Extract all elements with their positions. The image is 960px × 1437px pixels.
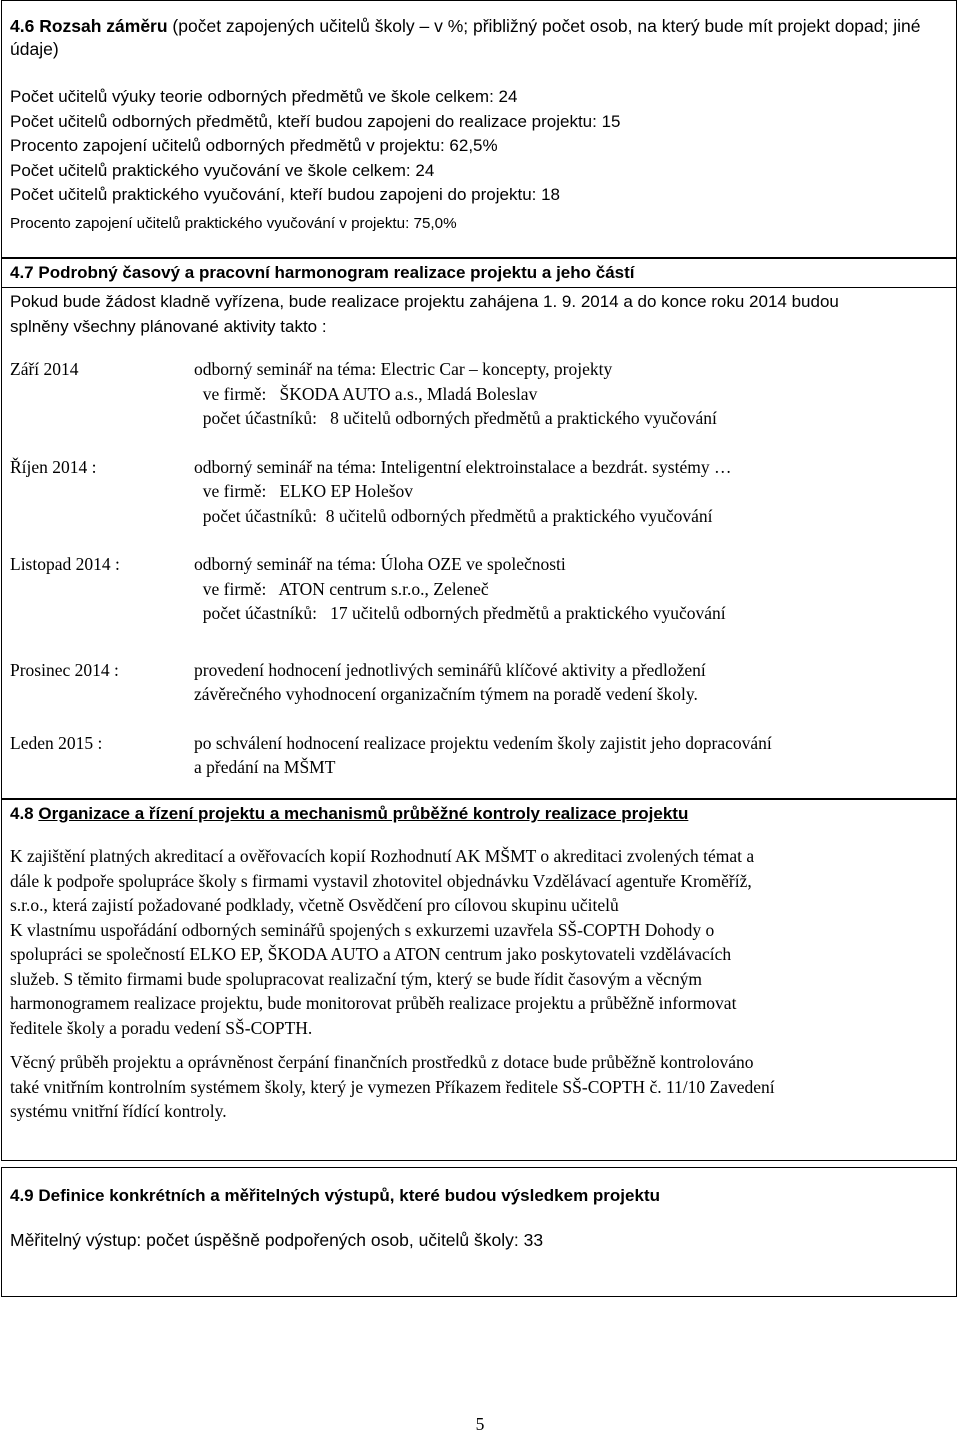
schedule-line: odborný seminář na téma: Inteligentní elektroinstalace a bezdrát. systémy … — [194, 456, 732, 477]
section-4-7-intro — [2, 288, 956, 339]
schedule-details — [194, 455, 956, 529]
teacher-count-line: Počet učitelů výuky teorie odborných předmětů ve škole celkem: 24 — [10, 87, 518, 106]
teacher-count-line: Počet učitelů praktického vyučování ve škole celkem: 24 — [10, 160, 435, 180]
schedule-month: Říjen 2014 : — [10, 456, 97, 477]
section-4-9-heading: 4.9 Definice konkrétních a měřitelných výstupů, které budou výsledkem projektu — [10, 1186, 660, 1205]
schedule-line: provedení hodnocení jednotlivých seminářů klíčové aktivity a předložení — [194, 659, 706, 680]
intro-line: Pokud bude žádost kladně vyřízena, bude realizace projektu zahájena 1. 9. 2014 a do konce roku 2014 budou — [10, 292, 839, 311]
teacher-count-line: Počet učitelů praktického vyučování, kteří budou zapojeni do projektu: 18 — [10, 185, 561, 204]
paragraph-line: ředitele školy a poradu vedení SŠ-COPTH. — [10, 1017, 313, 1038]
schedule-line: a předání na MŠMT — [194, 757, 336, 777]
paragraph-line: spolupráci se společností ELKO EP, ŠKODA AUTO a ATON centrum jako poskytovateli vzdělávacích — [10, 944, 732, 964]
section-4-8-heading — [2, 799, 956, 828]
paragraph-line: také vnitřním kontrolním systémem školy, který je vymezen Příkazem ředitele SŠ-COPTH č. 11/10 Zavedení — [10, 1076, 775, 1097]
schedule-row — [2, 731, 956, 780]
schedule-line: počet účastníků: 8 učitelů odborných předmětů a praktického vyučování — [194, 408, 717, 428]
section-4-7 — [1, 258, 957, 799]
schedule-month: Listopad 2014 : — [10, 554, 120, 574]
section-4-9 — [1, 1167, 957, 1297]
section-4-7-heading: 4.7 Podrobný časový a pracovní harmonogram realizace projektu a jeho částí — [10, 263, 635, 282]
schedule-details — [194, 731, 956, 780]
section-4-8-number: 4.8 — [10, 804, 39, 823]
paragraph-line: služeb. S těmito firmami bude spolupracovat realizační tým, který se bude řídit časovým a věcným — [10, 968, 703, 989]
schedule-month: Leden 2015 : — [10, 732, 103, 753]
section-4-8 — [1, 799, 957, 1161]
teacher-percentage-line: Procento zapojení učitelů praktického vyučování v projektu: 75,0% — [10, 214, 457, 232]
section-4-6-title: Rozsah záměru — [34, 16, 168, 36]
schedule-line: počet účastníků: 8 učitelů odborných předmětů a praktického vyučování — [194, 505, 713, 526]
schedule-line: ve firmě: ŠKODA AUTO a.s., Mladá Boleslav — [194, 383, 538, 404]
paragraph-line: dále k podpoře spolupráce školy s firmami vystavil zhotovitel objednávku Vzdělávací agentuře Kroměříž, — [10, 870, 752, 891]
paragraph-line: K zajištění platných akreditací a ověřovacích kopií Rozhodnutí AK MŠMT o akreditaci zvolených témat a — [10, 846, 755, 866]
schedule-row — [2, 552, 956, 626]
section-4-7-heading-bar — [2, 258, 956, 288]
schedule-details — [194, 658, 956, 707]
section-4-6-number: 4.6 — [10, 16, 35, 36]
schedule-month: Prosinec 2014 : — [10, 659, 119, 680]
paragraph-line: Věcný průběh projektu a oprávněnost čerpání finančních prostředků z dotace bude průběžně kontrolováno — [10, 1052, 754, 1072]
teacher-count-line: Počet učitelů odborných předmětů, kteří budou zapojeni do realizace projektu: 15 — [10, 111, 621, 131]
paragraph-line: K vlastnímu uspořádání odborných seminářů spojených s exkurzemi uzavřela SŠ-COPTH Dohody o — [10, 919, 715, 940]
schedule-line: ve firmě: ATON centrum s.r.o., Zeleneč — [194, 578, 489, 599]
schedule-month: Září 2014 — [10, 359, 79, 379]
paragraph-line: systému vnitřní řídící kontroly. — [10, 1101, 227, 1121]
section-4-6 — [1, 0, 957, 258]
schedule — [2, 357, 956, 780]
schedule-row — [2, 455, 956, 529]
section-4-6-lines — [2, 85, 956, 236]
schedule-details — [194, 357, 956, 431]
section-4-8-paragraph-2 — [10, 1050, 950, 1124]
paragraph-line: harmonogramem realizace projektu, bude monitorovat průběh realizace projektu a průběžně informovat — [10, 993, 737, 1013]
schedule-details — [194, 552, 956, 626]
schedule-line: odborný seminář na téma: Electric Car – koncepty, projekty — [194, 359, 613, 379]
teacher-count-line: Procento zapojení učitelů odborných předmětů v projektu: 62,5% — [10, 136, 498, 155]
paragraph-line: s.r.o., která zajistí požadované podklady, včetně Osvědčení pro cílovou skupinu učitelů — [10, 895, 619, 915]
schedule-line: odborný seminář na téma: Úloha OZE ve společnosti — [194, 554, 566, 574]
schedule-line: po schválení hodnocení realizace projektu vedením školy zajistit jeho dopracování — [194, 732, 772, 753]
schedule-row — [2, 658, 956, 707]
intro-line: splněny všechny plánované aktivity takto : — [10, 316, 327, 336]
section-4-6-title-note: (počet zapojených učitelů školy – v %; přibližný počet osob, na který bude mít projekt dopad; jiné údaje) — [10, 16, 921, 59]
section-4-8-title: Organizace a řízení projektu a mechanismů průběžné kontroly realizace projektu — [38, 804, 689, 823]
schedule-line: počet účastníků: 17 učitelů odborných předmětů a praktického vyučování — [194, 603, 726, 623]
schedule-line: závěrečného vyhodnocení organizačním týmem na poradě vedení školy. — [194, 684, 698, 704]
page-number: 5 — [475, 1414, 485, 1434]
section-4-8-body — [2, 844, 956, 1124]
schedule-row — [2, 357, 956, 431]
schedule-line: ve firmě: ELKO EP Holešov — [194, 481, 414, 501]
section-4-6-heading — [2, 1, 956, 61]
measurable-output: Měřitelný výstup: počet úspěšně podpořených osob, učitelů školy: 33 — [10, 1230, 544, 1250]
